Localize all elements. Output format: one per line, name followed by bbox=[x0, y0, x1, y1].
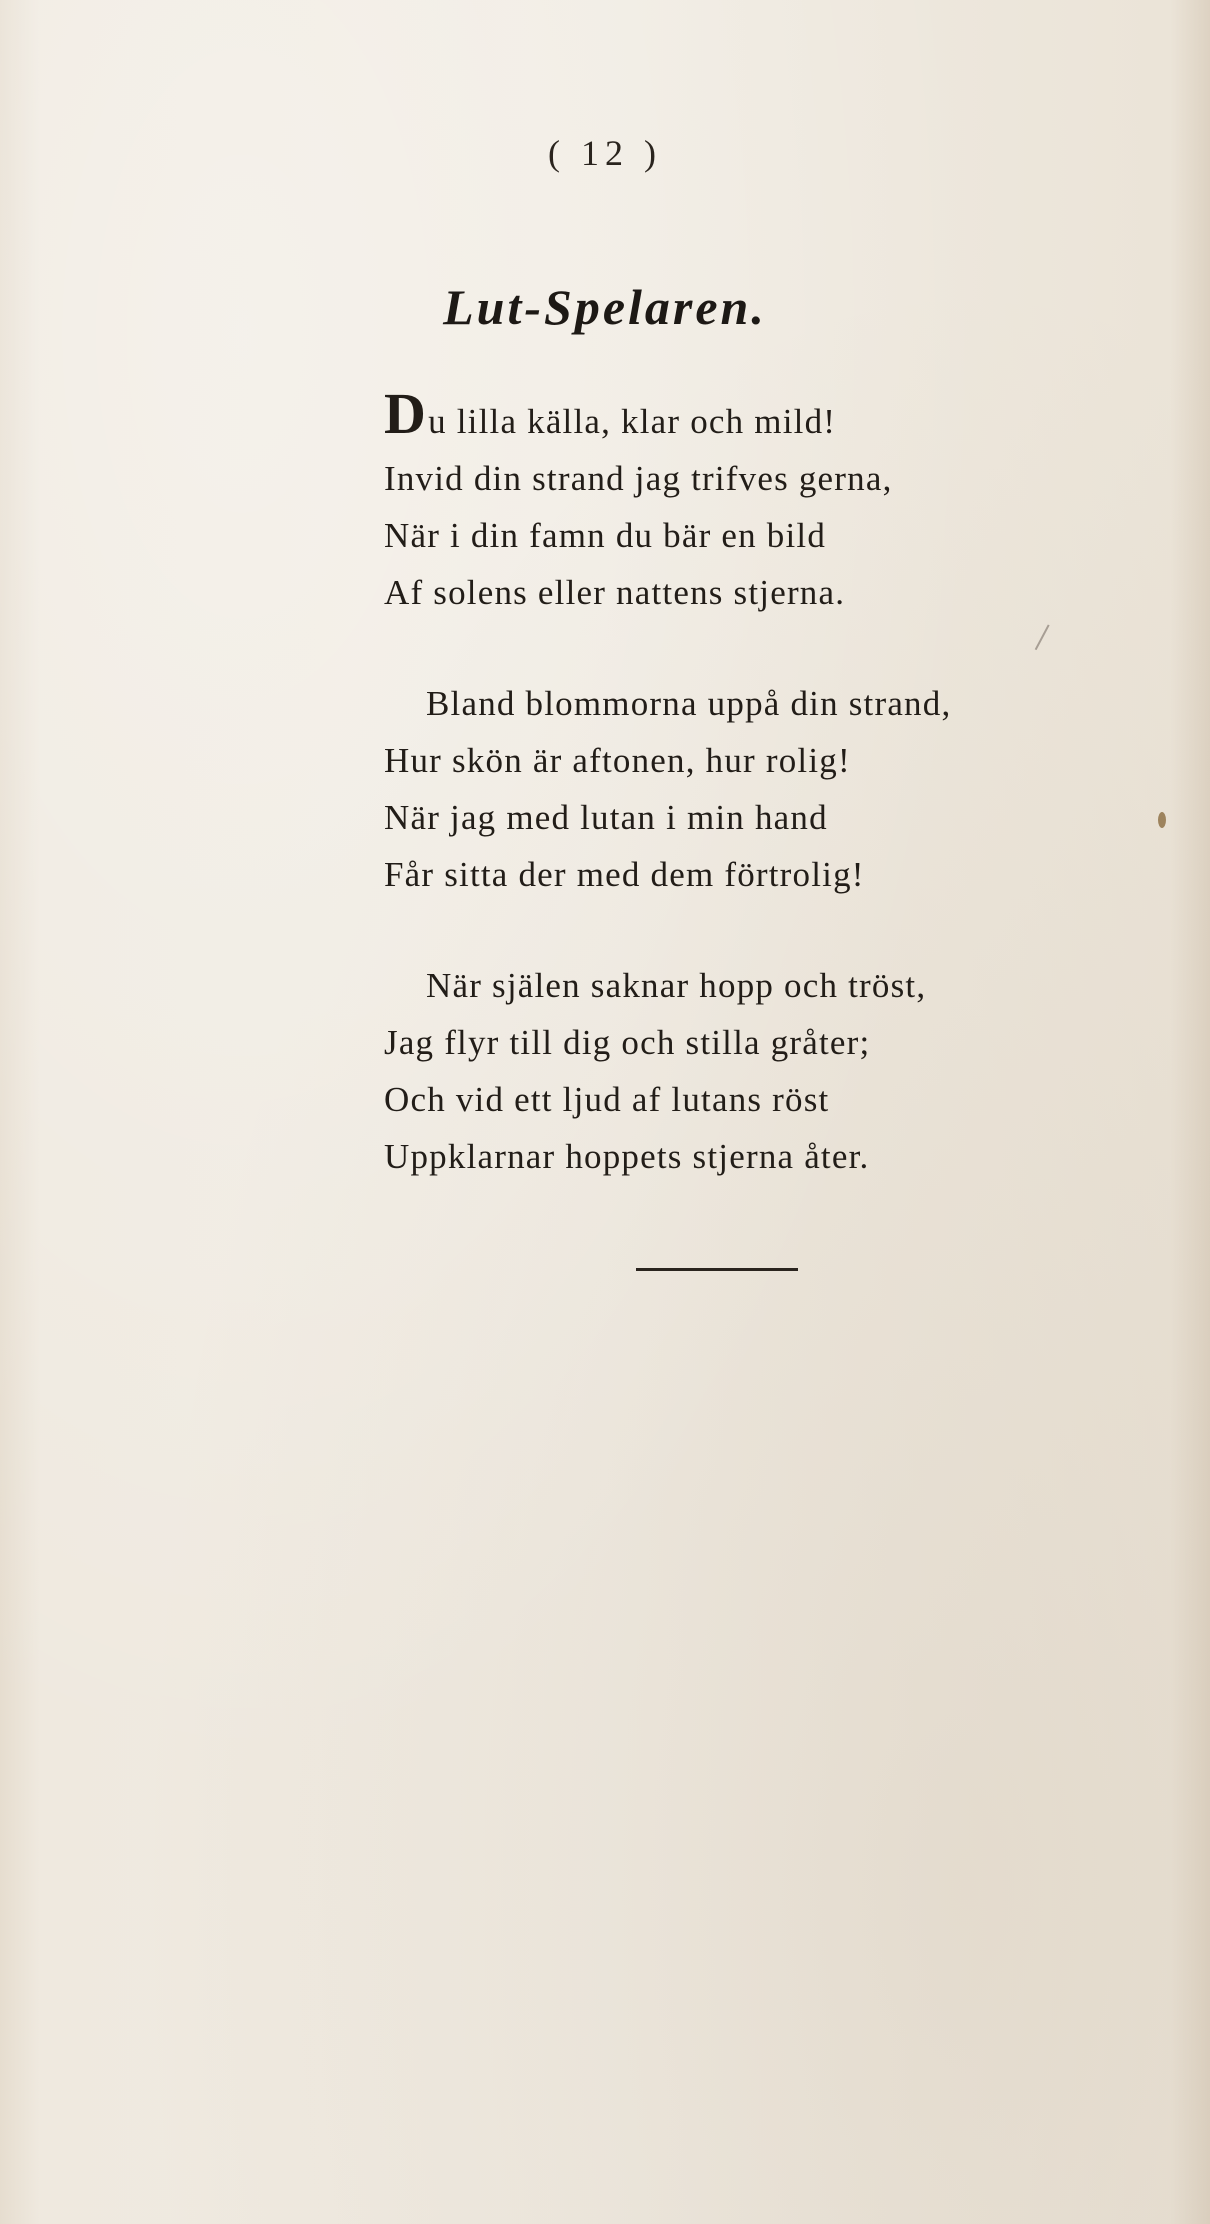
drop-cap: D bbox=[384, 381, 428, 446]
page-number: ( 12 ) bbox=[548, 133, 662, 173]
poem-line: Uppklarnar hoppets stjerna åter. bbox=[384, 1137, 870, 1176]
poem-line: Jag flyr till dig och stilla gråter; bbox=[384, 1023, 871, 1062]
end-rule bbox=[636, 1268, 798, 1271]
poem-line: Bland blommorna uppå din strand, bbox=[426, 684, 952, 723]
poem-line: Och vid ett ljud af lutans röst bbox=[384, 1080, 830, 1119]
poem-line: När jag med lutan i min hand bbox=[384, 798, 828, 837]
poem-title: Lut-Spelaren. bbox=[443, 279, 767, 335]
poem-line: Hur skön är aftonen, hur rolig! bbox=[384, 741, 851, 780]
stanza-2 bbox=[384, 675, 1184, 903]
poem-line: När själen saknar hopp och tröst, bbox=[426, 966, 927, 1005]
poem-line: När i din famn du bär en bild bbox=[384, 516, 827, 555]
poem-line: Invid din strand jag trifves gerna, bbox=[384, 459, 893, 498]
stanza-1 bbox=[384, 381, 1184, 621]
poem-body bbox=[384, 381, 1184, 1239]
poem-line: Får sitta der med dem förtrolig! bbox=[384, 855, 865, 894]
stanza-3 bbox=[384, 957, 1184, 1185]
paper-stain bbox=[1158, 812, 1166, 828]
poem-line: Af solens eller nattens stjerna. bbox=[384, 573, 846, 612]
poem-line bbox=[384, 381, 1184, 450]
poem-line-text: u lilla källa, klar och mild! bbox=[428, 402, 837, 441]
